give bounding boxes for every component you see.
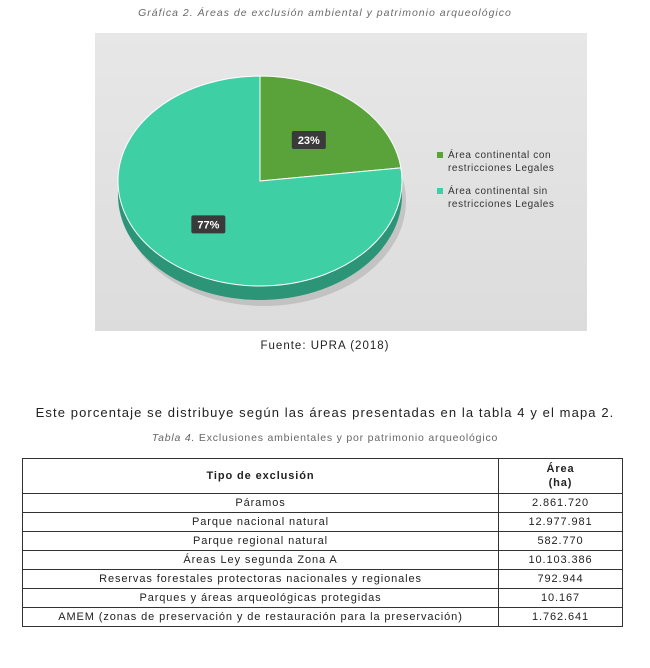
body-paragraph: Este porcentaje se distribuye según las áreas presentadas en la tabla 4 y el mapa 2. xyxy=(35,405,615,420)
pie-data-label-0 xyxy=(292,131,326,149)
cell-area: 10.103.386 xyxy=(499,551,623,570)
table-caption xyxy=(0,432,650,444)
cell-area: 12.977.981 xyxy=(499,513,623,532)
table-row xyxy=(23,570,623,589)
cell-area: 10.167 xyxy=(499,589,623,608)
pie-data-label-text-0: 23% xyxy=(297,135,320,148)
pie-slice-0 xyxy=(260,76,401,181)
chart-legend xyxy=(437,149,587,221)
cell-type: Reservas forestales protectoras nacionales y regionales xyxy=(23,570,499,589)
header-area xyxy=(499,459,623,494)
legend-label-sin-restricciones: Área continental sin restricciones Legales xyxy=(448,186,555,210)
legend-label-con-restricciones: Área continental con restricciones Legales xyxy=(448,150,555,174)
cell-type: Páramos xyxy=(23,494,499,513)
legend-item-sin-restricciones xyxy=(437,185,587,211)
cell-area: 582.770 xyxy=(499,532,623,551)
pie-data-label-1 xyxy=(191,215,225,233)
cell-area: 1.762.641 xyxy=(499,608,623,627)
pie-chart xyxy=(95,33,587,331)
header-tipo: Tipo de exclusión xyxy=(23,459,499,494)
header-area-line2: (ha) xyxy=(548,477,573,489)
cell-type: AMEM (zonas de preservación y de restauración para la preservación) xyxy=(23,608,499,627)
table-caption-label: Tabla 4. xyxy=(151,432,196,444)
table-row xyxy=(23,608,623,627)
legend-swatch-sin-restricciones xyxy=(437,188,443,194)
table-row xyxy=(23,551,623,570)
figure-source: Fuente: UPRA (2018) xyxy=(260,340,390,352)
table-row xyxy=(23,532,623,551)
cell-type: Parques y áreas arqueológicas protegidas xyxy=(23,589,499,608)
cell-type: Áreas Ley segunda Zona A xyxy=(23,551,499,570)
header-area-line1: Área xyxy=(546,463,575,475)
table-row xyxy=(23,513,623,532)
legend-item-con-restricciones xyxy=(437,149,587,175)
table-row xyxy=(23,589,623,608)
figure-caption: Gráfica 2. Áreas de exclusión ambiental y patrimonio arqueológico xyxy=(138,7,512,19)
table-header-row xyxy=(23,459,623,494)
cell-type: Parque nacional natural xyxy=(23,513,499,532)
cell-area: 2.861.720 xyxy=(499,494,623,513)
legend-swatch-con-restricciones xyxy=(437,152,443,158)
exclusion-table xyxy=(22,458,623,627)
pie-data-label-text-1: 77% xyxy=(197,219,220,232)
cell-area: 792.944 xyxy=(499,570,623,589)
table-row xyxy=(23,494,623,513)
table-caption-text: Exclusiones ambientales y por patrimonio arqueológico xyxy=(195,432,499,444)
cell-type: Parque regional natural xyxy=(23,532,499,551)
